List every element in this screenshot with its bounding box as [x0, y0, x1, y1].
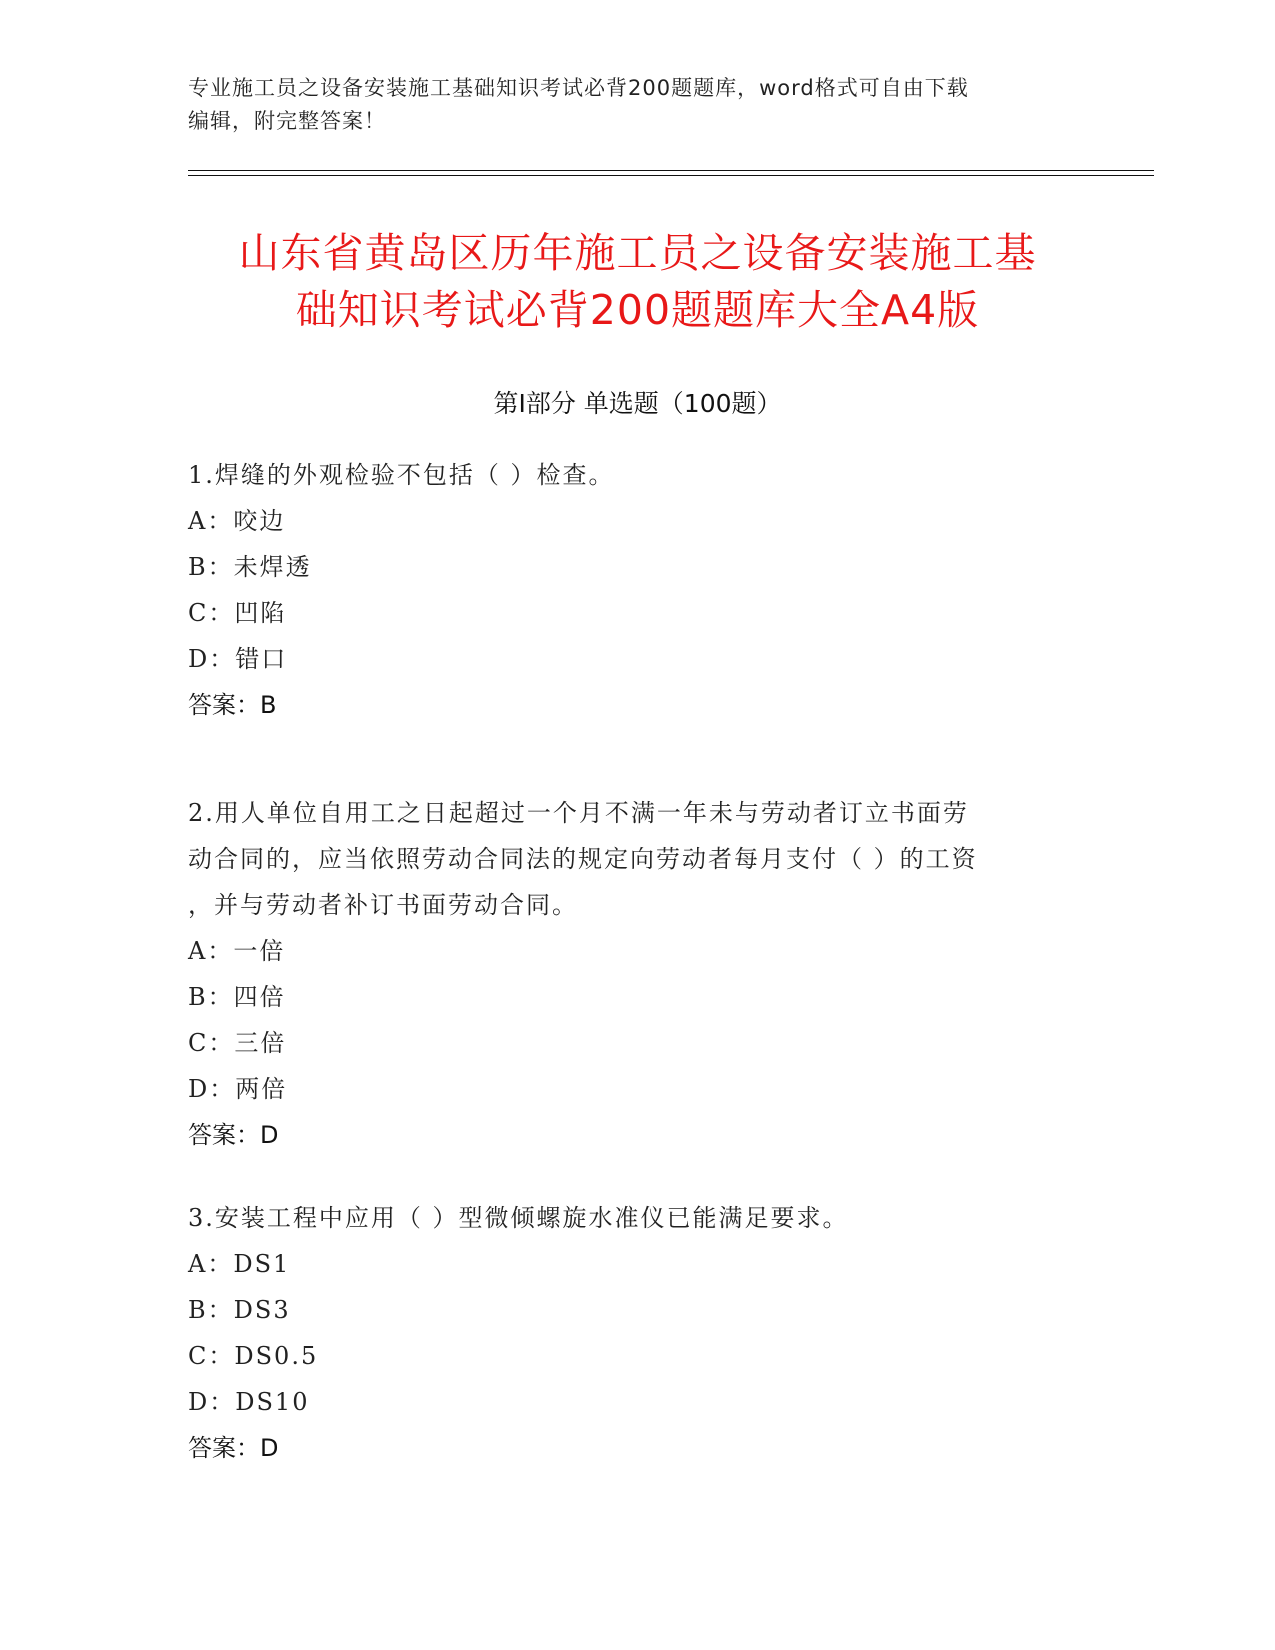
- answer: 答案：D: [188, 1434, 279, 1462]
- header-note: [188, 72, 1068, 138]
- header-rule-bottom: [188, 175, 1154, 176]
- title-line1: 山东省黄岛区历年施工员之设备安装施工基: [238, 229, 1037, 277]
- title-line2: 础知识考试必背200题题库大全A4版: [295, 286, 980, 334]
- option-a: A：DS1: [188, 1250, 291, 1278]
- document-title: [150, 225, 1125, 339]
- header-note-line1: 专业施工员之设备安装施工基础知识考试必背200题题库，word格式可自由下载: [188, 76, 969, 100]
- option-c: C：三倍: [188, 1029, 287, 1057]
- option-d: D：错口: [188, 645, 288, 673]
- option-a: A：咬边: [188, 507, 286, 535]
- option-c: C：DS0.5: [188, 1342, 319, 1370]
- header-note-line2: 编辑，附完整答案！: [188, 109, 386, 133]
- option-d: D：DS10: [188, 1388, 310, 1416]
- section-heading: 第Ⅰ部分 单选题（100题）: [493, 389, 782, 418]
- question-text: 1.焊缝的外观检验不包括（ ）检查。: [188, 461, 615, 489]
- question-2: [188, 790, 1088, 1158]
- option-b: B：DS3: [188, 1296, 291, 1324]
- question-text: 3.安装工程中应用（ ）型微倾螺旋水准仪已能满足要求。: [188, 1204, 849, 1232]
- answer: 答案：D: [188, 1121, 279, 1149]
- option-b: B：四倍: [188, 983, 286, 1011]
- header-rule-top: [188, 170, 1154, 171]
- question-text-line2: 动合同的，应当依照劳动合同法的规定向劳动者每月支付（ ）的工资: [188, 845, 978, 873]
- question-text-line1: 2.用人单位自用工之日起超过一个月不满一年未与劳动者订立书面劳: [188, 799, 969, 827]
- question-1: [188, 452, 1088, 728]
- question-3: [188, 1195, 1088, 1471]
- option-a: A：一倍: [188, 937, 286, 965]
- question-text-line3: ，并与劳动者补订书面劳动合同。: [188, 891, 578, 919]
- option-b: B：未焊透: [188, 553, 312, 581]
- option-d: D：两倍: [188, 1075, 288, 1103]
- answer: 答案：B: [188, 691, 277, 719]
- option-c: C：凹陷: [188, 599, 287, 627]
